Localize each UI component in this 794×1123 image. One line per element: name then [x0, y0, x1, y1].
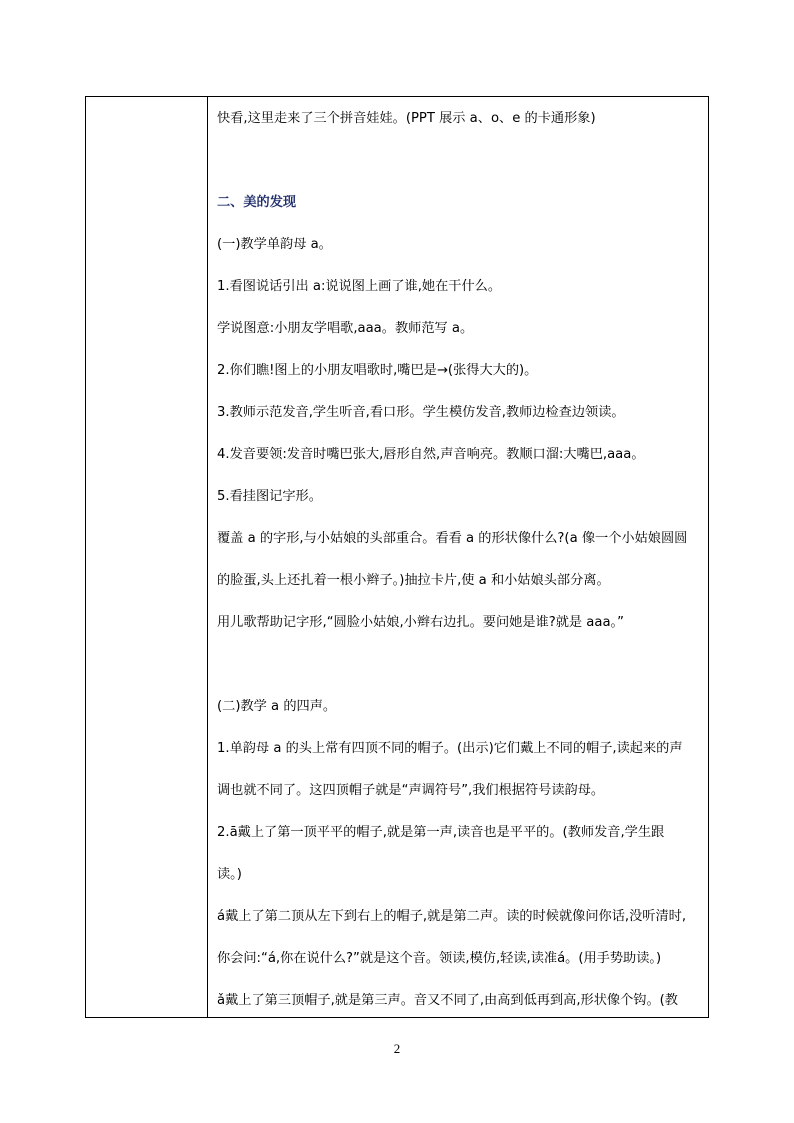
text-line: 3.教师示范发音,学生听音,看口形。学生模仿发音,教师边检查边领读。 [217, 405, 625, 420]
table-content-column [209, 97, 708, 1017]
table-left-column [86, 97, 208, 1017]
text-line: 2.ā戴上了第一顶平平的帽子,就是第一声,读音也是平平的。(教师发音,学生跟 [217, 825, 665, 840]
text-line: 的脸蛋,头上还扎着一根小辫子。)抽拉卡片,使 a 和小姑娘头部分离。 [217, 573, 610, 588]
page-number: 2 [393, 1041, 401, 1056]
text-line: 2.你们瞧!图上的小朋友唱歌时,嘴巴是→(张得大大的)。 [217, 363, 538, 378]
text-line: 调也就不同了。这四顶帽子就是“声调符号”,我们根据符号读韵母。 [217, 783, 605, 798]
text-line: 快看,这里走来了三个拼音娃娃。(PPT 展示 a、o、e 的卡通形象) [217, 111, 596, 126]
text-line: (二)教学 a 的四声。 [217, 699, 337, 714]
text-line: 1.看图说话引出 a:说说图上画了谁,她在干什么。 [217, 279, 502, 294]
text-line: 读。) [217, 867, 242, 882]
text-line: (一)教学单韵母 a。 [217, 237, 332, 252]
text-line: ǎ戴上了第三顶帽子,就是第三声。音又不同了,由高到低再到高,形状像个钩。(教 [217, 993, 678, 1008]
text-line: 你会问:“á,你在说什么?”就是这个音。领读,模仿,轻读,读准á。(用手势助读。) [217, 951, 662, 966]
text-line: 5.看挂图记字形。 [217, 489, 322, 504]
text-line: 学说图意:小朋友学唱歌,aaa。教师范写 a。 [217, 321, 474, 336]
text-line: 4.发音要领:发音时嘴巴张大,唇形自然,声音响亮。教顺口溜:大嘴巴,aaa。 [217, 447, 645, 462]
section-heading: 二、美的发现 [217, 195, 297, 210]
lesson-table [85, 96, 709, 1018]
text-line: 1.单韵母 a 的头上常有四顶不同的帽子。(出示)它们戴上不同的帽子,读起来的声 [217, 741, 683, 756]
text-line: 覆盖 a 的字形,与小姑娘的头部重合。看看 a 的形状像什么?(a 像一个小姑娘圆圆 [217, 531, 688, 546]
text-line: á戴上了第二顶从左下到右上的帽子,就是第二声。读的时候就像问你话,没听清时, [217, 909, 687, 924]
text-line: 用儿歌帮助记字形,“圆脸小姑娘,小辫右边扎。要问她是谁?就是 aaa。” [217, 615, 624, 630]
